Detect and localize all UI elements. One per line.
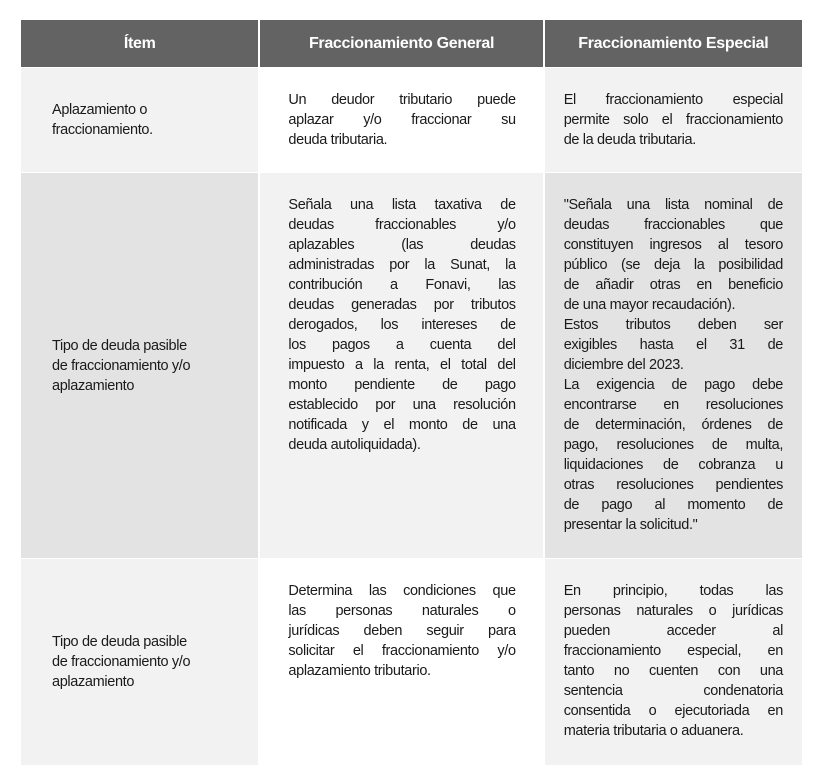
cell-line: diciembre del 2023. bbox=[563, 357, 684, 373]
cell-line: los pagos a cuenta del bbox=[288, 337, 516, 353]
cell-line: de una mayor recaudación). bbox=[563, 297, 736, 313]
cell-line: aplazamiento tributario. bbox=[288, 663, 431, 679]
cell-line: contribución a Fonavi, las bbox=[288, 277, 516, 293]
cell-line: permite solo el fraccionamiento bbox=[563, 112, 783, 128]
cell-line: personas naturales o jurídicas bbox=[563, 603, 783, 619]
especial-cell bbox=[545, 559, 802, 765]
cell-line: "Señala una lista nominal de bbox=[563, 197, 783, 213]
cell-line: pueden acceder al bbox=[563, 623, 783, 639]
cell-line: deudas fraccionables que bbox=[563, 217, 783, 233]
cell-line: Señala una lista taxativa de bbox=[288, 197, 516, 213]
cell-line: Estos tributos deben ser bbox=[563, 317, 783, 333]
cell-line: de la deuda tributaria. bbox=[563, 132, 696, 148]
table-row bbox=[21, 559, 802, 765]
cell-line: de fraccionamiento y/o bbox=[52, 654, 191, 670]
cell-line: aplazamiento bbox=[52, 377, 135, 394]
cell-line: encontrarse en resoluciones bbox=[563, 397, 783, 413]
cell-line: sentencia condenatoria bbox=[563, 683, 783, 699]
header-especial: Fraccionamiento Especial bbox=[545, 20, 802, 67]
cell-line: de determinación, órdenes de bbox=[563, 417, 783, 433]
cell-line: aplazamiento bbox=[52, 674, 135, 690]
cell-line: las personas naturales o bbox=[288, 603, 516, 619]
cell-line: deuda tributaria. bbox=[288, 132, 388, 148]
cell-line: establecido por una resolución bbox=[288, 397, 516, 413]
table-row bbox=[21, 68, 802, 172]
table-row bbox=[21, 173, 802, 558]
header-general: Fraccionamiento General bbox=[260, 20, 542, 67]
cell-line: constituyen ingresos al tesoro bbox=[563, 237, 783, 253]
cell-line: tanto no cuenten con una bbox=[563, 663, 783, 679]
item-cell bbox=[21, 173, 258, 558]
cell-line: presentar la solicitud." bbox=[563, 517, 698, 533]
cell-line: liquidaciones de cobranza u bbox=[563, 457, 783, 473]
cell-line: otras resoluciones pendientes bbox=[563, 477, 783, 493]
cell-line: pago, resoluciones de multa, bbox=[563, 437, 783, 453]
header-row bbox=[21, 20, 802, 67]
cell-line: monto pendiente de pago bbox=[288, 377, 516, 393]
cell-line: Un deudor tributario puede bbox=[288, 92, 516, 108]
cell-line: La exigencia de pago debe bbox=[563, 377, 783, 393]
cell-line: materia tributaria o aduanera. bbox=[563, 723, 744, 739]
cell-line: notificada y el monto de una bbox=[288, 417, 516, 433]
cell-line: Tipo de deuda pasible bbox=[52, 634, 187, 650]
cell-line: de pago al momento de bbox=[563, 497, 783, 513]
cell-line: aplazables (las deudas bbox=[288, 237, 516, 253]
cell-line: El fraccionamiento especial bbox=[563, 92, 783, 108]
cell-line: exigibles hasta el 31 de bbox=[563, 337, 783, 353]
cell-line: administradas por la Sunat, la bbox=[288, 257, 516, 273]
cell-line: impuesto a la renta, el total del bbox=[288, 357, 516, 373]
cell-line: aplazar y/o fraccionar su bbox=[288, 112, 516, 128]
cell-line: deudas fraccionables y/o bbox=[288, 217, 516, 233]
cell-line: público (se deja la posibilidad bbox=[563, 257, 783, 273]
general-cell bbox=[260, 173, 542, 558]
item-cell bbox=[21, 68, 258, 172]
cell-line: consentida o ejecutoriada en bbox=[563, 703, 783, 719]
cell-line: deudas generadas por tributos bbox=[288, 297, 516, 313]
cell-line: deuda autoliquidada). bbox=[288, 437, 421, 453]
cell-line: Aplazamiento o bbox=[52, 102, 148, 118]
general-cell bbox=[260, 559, 542, 765]
cell-line: fraccionamiento. bbox=[52, 122, 153, 138]
cell-line: fraccionamiento especial, en bbox=[563, 643, 783, 659]
comparison-table bbox=[21, 20, 802, 766]
especial-cell bbox=[545, 68, 802, 172]
cell-line: jurídicas deben seguir para bbox=[288, 623, 516, 639]
general-cell bbox=[260, 68, 542, 172]
cell-line: En principio, todas las bbox=[563, 583, 783, 599]
cell-line: de fraccionamiento y/o bbox=[52, 357, 191, 374]
cell-line: Determina las condiciones que bbox=[288, 583, 516, 599]
item-cell bbox=[21, 559, 258, 765]
cell-line: de añadir otras en beneficio bbox=[563, 277, 783, 293]
cell-line: solicitar el fraccionamiento y/o bbox=[288, 643, 516, 659]
cell-line: derogados, los intereses de bbox=[288, 317, 516, 333]
header-item: Ítem bbox=[21, 20, 258, 67]
cell-line: Tipo de deuda pasible bbox=[52, 337, 187, 354]
especial-cell bbox=[545, 173, 802, 558]
